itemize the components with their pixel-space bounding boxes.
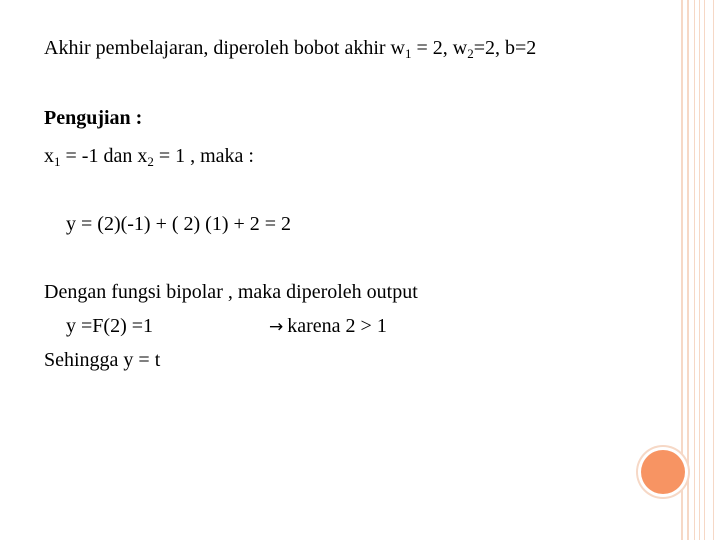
bipolar-line: Dengan fungsi bipolar , maka diperoleh output	[44, 281, 418, 303]
border-stripe	[713, 0, 714, 540]
border-stripe	[704, 0, 705, 540]
reason-line	[269, 314, 387, 339]
decorative-circle	[641, 450, 685, 494]
subscript: 2	[467, 46, 474, 61]
input-text: = 1 , maka :	[153, 145, 254, 167]
reason-text: karena 2 > 1	[287, 315, 387, 337]
section-heading: Pengujian :	[44, 107, 143, 129]
border-stripe	[694, 0, 695, 540]
equation-line: y = (2)(-1) + ( 2) (1) + 2 = 2	[66, 213, 292, 235]
input-text: = -1 dan x	[60, 145, 148, 167]
weights-text: = 2, w	[411, 37, 468, 59]
subscript: 1	[54, 154, 61, 169]
weights-text: =2, b=2	[473, 37, 537, 59]
border-stripe	[687, 0, 689, 540]
subscript: 2	[147, 154, 154, 169]
weights-text: Akhir pembelajaran, diperoleh bobot akhir w	[44, 37, 405, 59]
weights-line	[44, 36, 536, 60]
subscript: 1	[405, 46, 412, 61]
conclusion-line: Sehingga y = t	[44, 349, 161, 371]
output-line: y =F(2) =1	[66, 315, 154, 337]
input-line	[44, 144, 254, 168]
input-text: x	[44, 145, 54, 167]
arrow-right-icon: →	[269, 317, 284, 337]
border-stripe	[699, 0, 700, 540]
